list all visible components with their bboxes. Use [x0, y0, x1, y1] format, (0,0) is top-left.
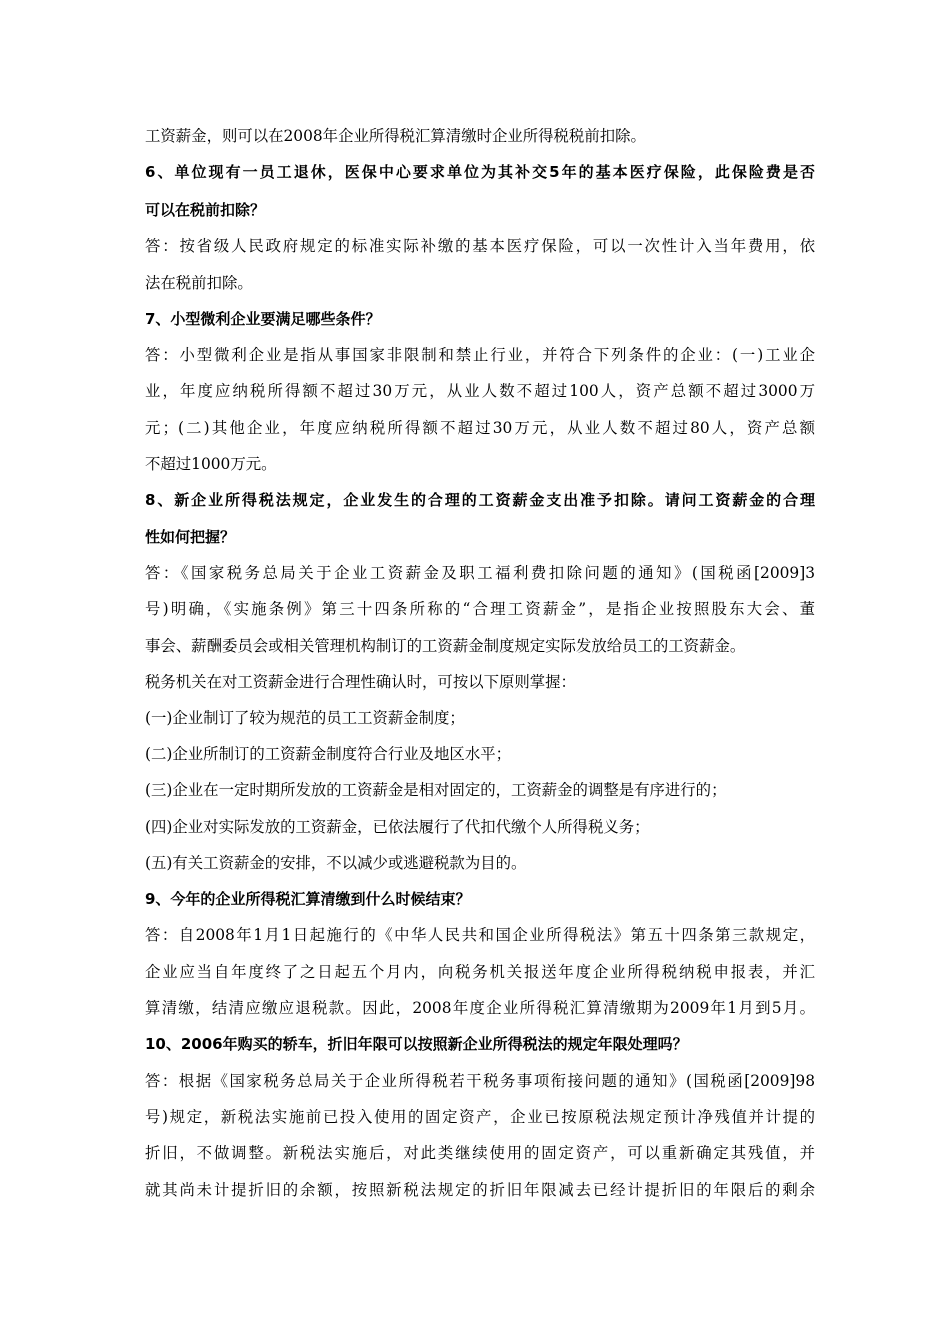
answer-line: 法在税前扣除。 [145, 274, 253, 292]
text-line: 工资薪金，则可以在2008年企业所得税汇算清缴时企业所得税税前扣除。 [145, 127, 646, 145]
answer-line: 税务机关在对工资薪金进行合理性确认时，可按以下原则掌握： [145, 673, 576, 691]
question-line: 9、今年的企业所得税汇算清缴到什么时候结束？ [145, 890, 471, 908]
question-line: 7、小型微利企业要满足哪些条件？ [145, 310, 381, 328]
question-line: 性如何把握？ [145, 528, 236, 546]
answer-line: 不超过1000万元。 [145, 455, 277, 473]
answer-line: 答：根据《国家税务总局关于企业所得税若干税务事项衔接问题的通知》(国税函[2009]98 [145, 1072, 815, 1090]
list-item: (四)企业对实际发放的工资薪金，已依法履行了代扣代缴个人所得税义务； [145, 818, 650, 836]
answer-line: 事会、薪酬委员会或相关管理机构制订的工资薪金制度规定实际发放给员工的工资薪金。 [145, 637, 746, 655]
answer-line: 号)规定，新税法实施前已投入使用的固定资产，企业已按原税法规定预计净残值并计提的 [145, 1108, 815, 1126]
answer-line: 元；(二)其他企业，年度应纳税所得额不超过30万元，从业人数不超过80人，资产总额 [145, 419, 815, 437]
list-item: (三)企业在一定时期所发放的工资薪金是相对固定的，工资薪金的调整是有序进行的； [145, 781, 727, 799]
list-item: (一)企业制订了较为规范的员工工资薪金制度； [145, 709, 465, 727]
answer-line: 答：按省级人民政府规定的标准实际补缴的基本医疗保险，可以一次性计入当年费用，依 [145, 237, 815, 255]
answer-line: 业，年度应纳税所得额不超过30万元，从业人数不超过100人，资产总额不超过3000万 [145, 382, 815, 400]
list-item: (二)企业所制订的工资薪金制度符合行业及地区水平； [145, 745, 511, 763]
answer-line: 答：自2008年1月1日起施行的《中华人民共和国企业所得税法》第五十四条第三款规定， [145, 926, 815, 944]
answer-line: 算清缴，结清应缴应退税款。因此，2008年度企业所得税汇算清缴期为2009年1月到5月。 [145, 999, 815, 1017]
answer-line: 答：小型微利企业是指从事国家非限制和禁止行业，并符合下列条件的企业：(一)工业企 [145, 346, 815, 364]
answer-line: 企业应当自年度终了之日起五个月内，向税务机关报送年度企业所得税纳税申报表，并汇 [145, 963, 815, 981]
answer-line: 号)明确，《实施条例》第三十四条所称的“合理工资薪金”，是指企业按照股东大会、董 [145, 600, 815, 618]
answer-line: 折旧，不做调整。新税法实施后，对此类继续使用的固定资产，可以重新确定其残值，并 [145, 1144, 815, 1162]
answer-line: 答：《国家税务总局关于企业工资薪金及职工福利费扣除问题的通知》(国税函[2009]3 [145, 564, 815, 582]
question-line: 可以在税前扣除？ [145, 201, 266, 219]
answer-line: 就其尚未计提折旧的余额，按照新税法规定的折旧年限减去已经计提折旧的年限后的剩余 [145, 1181, 815, 1199]
question-line: 8、新企业所得税法规定，企业发生的合理的工资薪金支出准予扣除。请问工资薪金的合理 [145, 491, 815, 509]
list-item: (五)有关工资薪金的安排，不以减少或逃避税款为目的。 [145, 854, 527, 872]
question-line: 10、2006年购买的轿车，折旧年限可以按照新企业所得税法的规定年限处理吗？ [145, 1035, 688, 1053]
question-line: 6、单位现有一员工退休，医保中心要求单位为其补交5年的基本医疗保险，此保险费是否 [145, 163, 815, 181]
